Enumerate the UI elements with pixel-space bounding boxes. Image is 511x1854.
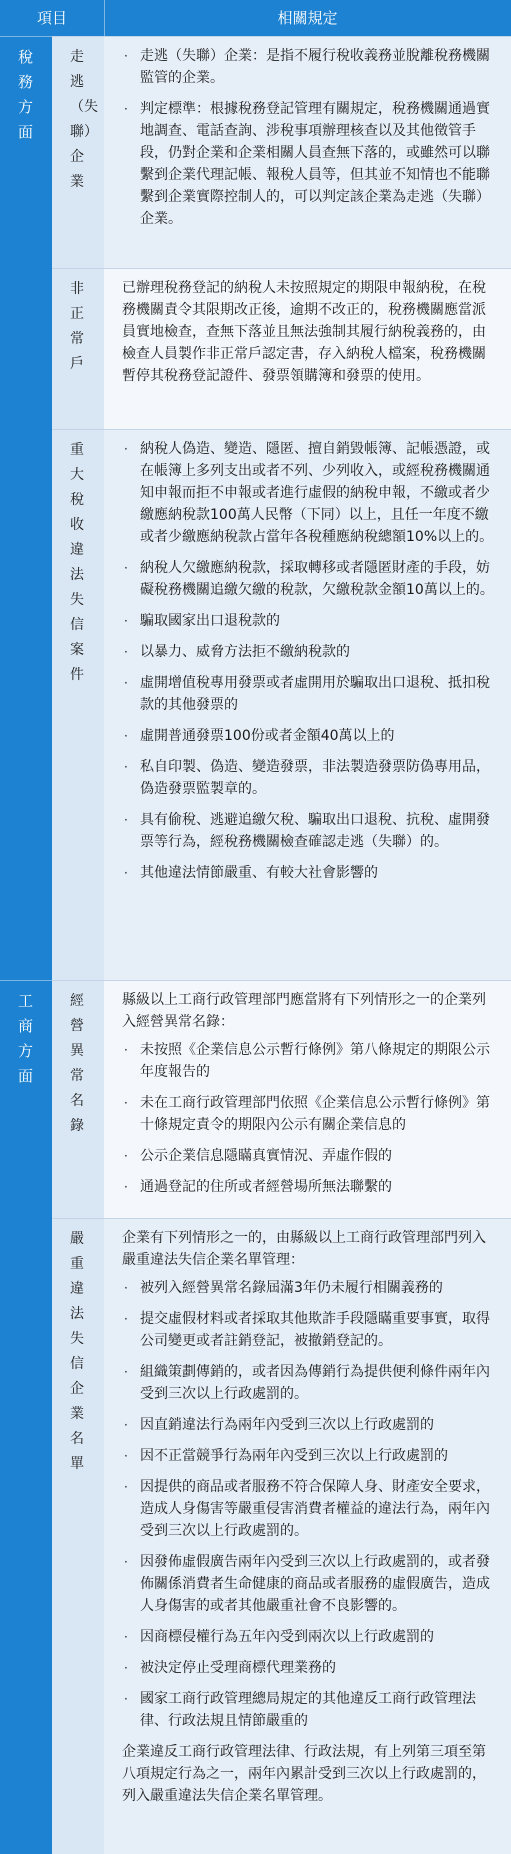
- cell-abnormal-operation: [104, 980, 511, 1218]
- list-item: · 提交虛假材料或者採取其他欺詐手段隱瞞重要事實，取得公司變更或者註銷登記，被撤銷登記的。: [122, 1308, 497, 1352]
- subcategory-major-tax-violation-label: 重大稅收違法失信案件: [70, 442, 84, 683]
- list-item: · 因提供的商品或者服務不符合保障人身、財產安全要求，造成人身傷害等嚴重侵害消費者權益的違法行為，兩年內受到三次以上行政處罰的。: [122, 1476, 497, 1542]
- header-regulation-column: 相關規定: [277, 9, 338, 27]
- bullet-icon: ·: [124, 1180, 128, 1194]
- bullet-icon: ·: [124, 1281, 128, 1295]
- bullet-icon: ·: [124, 102, 128, 116]
- bullet-icon: ·: [124, 1043, 128, 1057]
- bullet-icon: ·: [124, 1661, 128, 1675]
- bullet-icon: ·: [124, 866, 128, 880]
- cell-abnormal-household: [104, 268, 511, 429]
- list-item: · 公示企業信息隱瞞真實情況、弄虛作假的: [122, 1145, 497, 1167]
- footer-paragraph: 企業違反工商行政管理法律、行政法規，有上列第三項至第八項規定行為之一，兩年內累計受到三次以上行政處罰的，列入嚴重違法失信企業名單管理。: [122, 1744, 486, 1804]
- category-business-label: 工商方面: [18, 992, 34, 1085]
- bullet-icon: ·: [124, 676, 128, 690]
- subcategory-abnormal-household: [52, 268, 104, 429]
- bullet-icon: ·: [124, 1692, 128, 1706]
- list-item: · 私自印製、偽造、變造發票，非法製造發票防偽專用品，偽造發票監製章的。: [122, 756, 497, 800]
- subcategory-absconding-label: 走逃（失聯）企業: [70, 49, 98, 190]
- cell-serious-violation-list: [104, 1218, 511, 1854]
- cell-absconding: [104, 36, 511, 268]
- subcategory-abnormal-operation-label: 經營異常名錄: [70, 993, 84, 1134]
- cell-major-tax-violation: [104, 429, 511, 980]
- list-item: · 通過登記的住所或者經營場所無法聯繫的: [122, 1176, 497, 1198]
- bullet-icon: ·: [124, 645, 128, 659]
- category-business: [0, 980, 52, 1854]
- list-item: · 因商標侵權行為五年內受到兩次以上行政處罰的: [122, 1626, 497, 1648]
- subcategory-major-tax-violation: [52, 429, 104, 980]
- list-item: · 判定標準：根據稅務登記管理有關規定，稅務機關通過實地調查、電話查詢、涉稅事項辦理核查以及其他徵管手段，仍對企業和企業相關人員查無下落的，或雖然可以聯繫到企業代理記帳、報稅人員等，但其並不知情也不能聯繫到企業實際控制人的，可以判定該企業為走逃（失聯）企業。: [122, 98, 497, 230]
- bullet-icon: ·: [124, 1365, 128, 1379]
- list-item: · 虛開普通發票100份或者金額40萬以上的: [122, 725, 497, 747]
- category-tax-label: 稅務方面: [18, 48, 34, 141]
- bullet-icon: ·: [124, 1312, 128, 1326]
- header-item-column: 項目: [0, 0, 105, 36]
- category-tax: [0, 36, 52, 980]
- list-item: · 以暴力、威脅方法拒不繳納稅款的: [122, 641, 497, 663]
- bullet-icon: ·: [124, 1096, 128, 1110]
- bullet-icon: ·: [124, 1480, 128, 1494]
- list-item: · 因發佈虛假廣告兩年內受到三次以上行政處罰的，或者發佈關係消費者生命健康的商品或者服務的虛假廣告，造成人身傷害的或者其他嚴重社會不良影響的。: [122, 1551, 497, 1617]
- bullet-icon: ·: [124, 1418, 128, 1432]
- list-item: · 因不正當競爭行為兩年內受到三次以上行政處罰的: [122, 1445, 497, 1467]
- list-item: · 具有偷稅、逃避追繳欠稅、騙取出口退稅、抗稅、虛開發票等行為，經稅務機關檢查確認走逃（失聯）的。: [122, 809, 497, 853]
- list-item: · 未在工商行政管理部門依照《企業信息公示暫行條例》第十條規定責令的期限內公示有關企業信息的: [122, 1092, 497, 1136]
- bullet-icon: ·: [124, 49, 128, 63]
- bullet-icon: ·: [124, 561, 128, 575]
- bullet-icon: ·: [124, 729, 128, 743]
- list-item: · 走逃（失聯）企業：是指不履行稅收義務並脫離稅務機關監管的企業。: [122, 45, 497, 89]
- bullet-icon: ·: [124, 1149, 128, 1163]
- bullet-icon: ·: [124, 813, 128, 827]
- list-item: · 國家工商行政管理總局規定的其他違反工商行政管理法律、行政法規且情節嚴重的: [122, 1688, 497, 1732]
- subcategory-absconding: [52, 36, 104, 268]
- list-item: · 因直銷違法行為兩年內受到三次以上行政處罰的: [122, 1414, 497, 1436]
- list-item: · 組織策劃傳銷的，或者因為傳銷行為提供便利條件兩年內受到三次以上行政處罰的。: [122, 1361, 497, 1405]
- subcategory-abnormal-operation: [52, 980, 104, 1218]
- list-item: · 被列入經營異常名錄屆滿3年仍未履行相關義務的: [122, 1277, 497, 1299]
- bullet-icon: ·: [124, 1555, 128, 1569]
- list-item: · 未按照《企業信息公示暫行條例》第八條規定的期限公示年度報告的: [122, 1039, 497, 1083]
- subcategory-serious-violation-list: [52, 1218, 104, 1854]
- paragraph: 縣級以上工商行政管理部門應當將有下列情形之一的企業列入經營異常名錄：: [122, 992, 486, 1030]
- bullet-icon: ·: [124, 614, 128, 628]
- list-item: · 納稅人欠繳應納稅款，採取轉移或者隱匿財產的手段，妨礙稅務機關追繳欠繳的稅款，欠繳稅款金額10萬以上的。: [122, 557, 497, 601]
- bullet-icon: ·: [124, 1630, 128, 1644]
- table-header: [0, 0, 511, 36]
- list-item: · 被決定停止受理商標代理業務的: [122, 1657, 497, 1679]
- bullet-icon: ·: [124, 760, 128, 774]
- list-item: · 其他違法情節嚴重、有較大社會影響的: [122, 862, 497, 884]
- bullet-icon: ·: [124, 1449, 128, 1463]
- paragraph: 已辦理稅務登記的納稅人未按照規定的期限申報納稅，在稅務機關責令其限期改正後，逾期不改正的，稅務機關應當派員實地檢查，查無下落並且無法強制其履行納稅義務的，由檢查人員製作非正常戶認定書，存入納稅人檔案，稅務機關暫停其稅務登記證件、發票領購簿和發票的使用。: [122, 280, 486, 384]
- bullet-icon: ·: [124, 442, 128, 456]
- list-item: · 虛開增值稅專用發票或者虛開用於騙取出口退稅、抵扣稅款的其他發票的: [122, 672, 497, 716]
- subcategory-serious-violation-list-label: 嚴重違法失信企業名單: [70, 1231, 84, 1472]
- list-item: · 騙取國家出口退稅款的: [122, 610, 497, 632]
- subcategory-abnormal-household-label: 非正常戶: [70, 281, 84, 372]
- list-item: · 納稅人偽造、變造、隱匿、擅自銷毀帳簿、記帳憑證，或在帳簿上多列支出或者不列、少列收入，或經稅務機關通知申報而拒不申報或者進行虛假的納稅申報，不繳或者少繳應納稅款100萬人民幣（下同）以上，且任一年度不繳或者少繳應納稅款占當年各稅種應納稅總額10%以上的。: [122, 438, 497, 548]
- paragraph: 企業有下列情形之一的，由縣級以上工商行政管理部門列入嚴重違法失信企業名單管理：: [122, 1230, 486, 1268]
